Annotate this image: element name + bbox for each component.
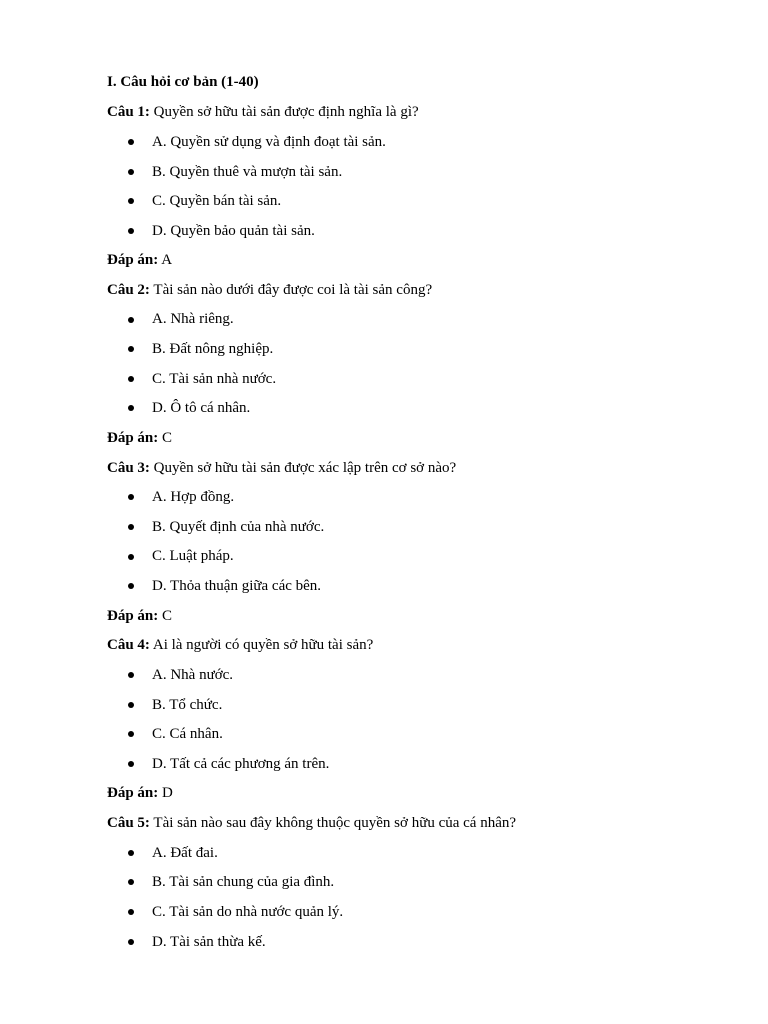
bullet-icon xyxy=(128,672,134,678)
answer-label: Đáp án: xyxy=(107,608,159,624)
answer-value: A xyxy=(161,252,173,268)
bullet-icon xyxy=(128,198,134,204)
option-2c: C. Tài sản nhà nước. xyxy=(152,371,277,387)
answer-2 xyxy=(107,429,172,447)
option-4a: A. Nhà nước. xyxy=(152,667,234,683)
option-4c: C. Cá nhân. xyxy=(152,726,223,742)
answer-3 xyxy=(107,607,172,625)
question-2 xyxy=(107,281,432,299)
option-2d: D. Ô tô cá nhân. xyxy=(152,400,251,416)
option-1d: D. Quyền bảo quản tài sản. xyxy=(152,223,315,239)
option-2b: B. Đất nông nghiệp. xyxy=(152,341,274,357)
bullet-icon xyxy=(128,494,134,500)
bullet-icon xyxy=(128,346,134,352)
bullet-icon xyxy=(128,939,134,945)
bullet-icon xyxy=(128,554,134,560)
option-3b: B. Quyết định của nhà nước. xyxy=(152,519,325,535)
question-label: Câu 3: xyxy=(107,460,150,476)
question-text: Quyền sở hữu tài sản được xác lập trên cơ sở nào? xyxy=(153,460,457,476)
question-4 xyxy=(107,636,373,654)
bullet-icon xyxy=(128,524,134,530)
bullet-icon xyxy=(128,879,134,885)
bullet-icon xyxy=(128,376,134,382)
option-5c: C. Tài sản do nhà nước quản lý. xyxy=(152,904,344,920)
question-text: Ai là người có quyền sở hữu tài sản? xyxy=(152,637,374,653)
answer-value: C xyxy=(162,430,173,446)
question-text: Tài sản nào dưới đây được coi là tài sản công? xyxy=(153,282,433,298)
question-label: Câu 5: xyxy=(107,815,150,831)
section-title: I. Câu hỏi cơ bản (1-40) xyxy=(107,74,259,90)
bullet-icon xyxy=(128,405,134,411)
question-text: Quyền sở hữu tài sản được định nghĩa là gì? xyxy=(153,104,419,120)
option-3a: A. Hợp đồng. xyxy=(152,489,235,505)
question-label: Câu 1: xyxy=(107,104,150,120)
question-text: Tài sản nào sau đây không thuộc quyền sở hữu của cá nhân? xyxy=(153,815,517,831)
bullet-icon xyxy=(128,731,134,737)
bullet-icon xyxy=(128,169,134,175)
answer-value: C xyxy=(162,608,173,624)
option-1c: C. Quyền bán tài sản. xyxy=(152,193,282,209)
answer-value: D xyxy=(162,785,173,801)
option-5d: D. Tài sản thừa kế. xyxy=(152,934,266,950)
answer-1 xyxy=(107,251,172,269)
bullet-icon xyxy=(128,317,134,323)
bullet-icon xyxy=(128,761,134,767)
answer-4 xyxy=(107,784,173,802)
bullet-icon xyxy=(128,702,134,708)
option-2a: A. Nhà riêng. xyxy=(152,311,234,327)
option-3c: C. Luật pháp. xyxy=(152,548,234,564)
bullet-icon xyxy=(128,583,134,589)
answer-label: Đáp án: xyxy=(107,252,159,268)
option-5a: A. Đất đai. xyxy=(152,845,218,861)
answer-label: Đáp án: xyxy=(107,430,159,446)
option-1a: A. Quyền sử dụng và định đoạt tài sản. xyxy=(152,134,386,150)
option-1b: B. Quyền thuê và mượn tài sản. xyxy=(152,164,343,180)
question-1 xyxy=(107,103,419,121)
option-4b: B. Tổ chức. xyxy=(152,697,223,713)
question-label: Câu 4: xyxy=(107,637,150,653)
answer-label: Đáp án: xyxy=(107,785,159,801)
question-3 xyxy=(107,459,456,477)
bullet-icon xyxy=(128,909,134,915)
bullet-icon xyxy=(128,139,134,145)
option-5b: B. Tài sản chung của gia đình. xyxy=(152,874,335,890)
question-5 xyxy=(107,814,516,832)
option-4d: D. Tất cả các phương án trên. xyxy=(152,756,330,772)
option-3d: D. Thỏa thuận giữa các bên. xyxy=(152,578,322,594)
bullet-icon xyxy=(128,850,134,856)
question-label: Câu 2: xyxy=(107,282,150,298)
bullet-icon xyxy=(128,228,134,234)
